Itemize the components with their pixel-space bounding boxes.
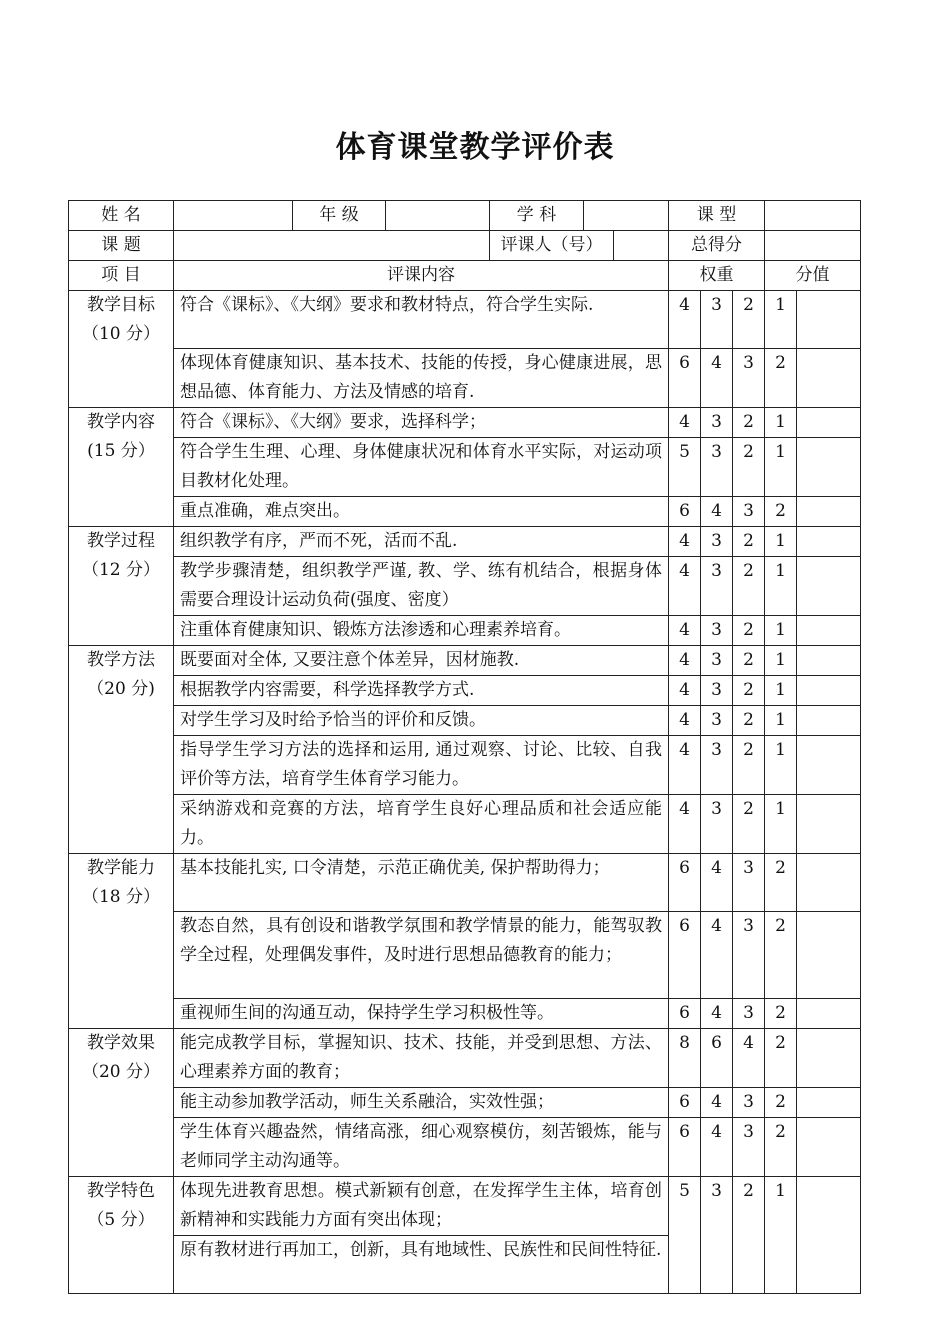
weight-value: 6 [669,1118,701,1177]
score-field[interactable] [797,1029,861,1088]
criterion-text: 根据教学内容需要，科学选择教学方式. [174,676,669,706]
score-field[interactable] [797,706,861,736]
category-points: （18 分） [81,887,161,907]
category-cell [69,291,174,408]
header-row-2 [69,231,861,261]
weight-value: 1 [765,795,797,854]
criterion-text: 符合《课标》、《大纲》要求和教材特点，符合学生实际. [174,291,669,349]
weight-value: 2 [765,1118,797,1177]
topic-label: 课 题 [69,231,174,261]
weight-value: 2 [733,291,765,349]
weight-value: 1 [765,676,797,706]
weight-value: 2 [733,408,765,438]
criterion-row [69,291,861,349]
category-points: （20 分) [87,679,155,699]
weight-value: 4 [669,527,701,557]
weight-value: 4 [669,736,701,795]
score-field[interactable] [797,646,861,676]
weight-column-header: 权重 [669,261,765,291]
weight-value: 1 [765,408,797,438]
item-column-header: 项 目 [69,261,174,291]
weight-value: 2 [765,912,797,999]
criterion-text: 采纳游戏和竞赛的方法，培育学生良好心理品质和社会适应能力。 [174,795,669,854]
name-label: 姓 名 [69,201,174,231]
subject-label: 学 科 [490,201,584,231]
category-name: 教学特色 [87,1181,155,1201]
evaluator-field[interactable] [614,231,669,261]
total-score-label: 总得分 [669,231,765,261]
criterion-text: 重视师生间的沟通互动，保持学生学习积极性等。 [174,999,669,1029]
weight-value: 6 [669,1088,701,1118]
weight-value: 6 [701,1029,733,1088]
criterion-text: 能主动参加教学活动，师生关系融洽，实效性强； [174,1088,669,1118]
lesson-type-label: 课 型 [669,201,765,231]
criterion-text: 教态自然，具有创设和谐教学氛围和教学情景的能力，能驾驭教学全过程，处理偶发事件，及时进行思想品德教育的能力； [174,912,669,999]
category-cell [69,408,174,527]
weight-value: 4 [701,1118,733,1177]
evaluator-label: 评课人（号） [490,231,614,261]
weight-value: 6 [669,999,701,1029]
weight-value: 4 [669,557,701,616]
weight-value: 3 [701,706,733,736]
weight-value: 3 [733,497,765,527]
criterion-row [69,408,861,438]
category-cell [69,646,174,854]
weight-value: 3 [701,676,733,706]
score-field[interactable] [797,291,861,349]
criterion-text: 体现先进教育思想。模式新颖有创意，在发挥学生主体，培育创新精神和实践能力方面有突出体现； [174,1177,669,1236]
category-name: 教学方法 [87,650,155,670]
weight-value: 6 [669,497,701,527]
weight-value: 5 [669,438,701,497]
grade-label: 年 级 [293,201,386,231]
criterion-row [69,527,861,557]
weight-value: 8 [669,1029,701,1088]
weight-value: 4 [669,676,701,706]
weight-value: 6 [669,854,701,912]
score-field[interactable] [797,557,861,616]
criterion-text: 基本技能扎实, 口令清楚，示范正确优美, 保护帮助得力； [174,854,669,912]
category-points: （5 分） [87,1210,155,1230]
weight-value: 1 [765,706,797,736]
weight-value: 3 [733,999,765,1029]
weight-value: 4 [701,1088,733,1118]
weight-value: 2 [765,1029,797,1088]
category-cell [69,1177,174,1294]
criterion-text: 对学生学习及时给予恰当的评价和反馈。 [174,706,669,736]
score-field[interactable] [797,497,861,527]
weight-value: 4 [669,616,701,646]
weight-value: 1 [765,527,797,557]
weight-value: 2 [733,527,765,557]
weight-value: 4 [701,349,733,408]
weight-value: 2 [733,616,765,646]
weight-value: 1 [765,1177,797,1294]
score-field[interactable] [797,676,861,706]
criterion-text: 组织教学有序，严而不死，活而不乱. [174,527,669,557]
criterion-row [69,616,861,646]
weight-value: 2 [765,349,797,408]
category-points: （20 分） [81,1062,161,1082]
criterion-text: 能完成教学目标，掌握知识、技术、技能，并受到思想、方法、心理素养方面的教育； [174,1029,669,1088]
weight-value: 2 [765,854,797,912]
criterion-row [69,1088,861,1118]
category-points: (15 分） [87,441,155,461]
weight-value: 2 [765,999,797,1029]
weight-value: 3 [733,912,765,999]
weight-value: 2 [733,557,765,616]
criterion-row [69,1029,861,1088]
score-field[interactable] [797,912,861,999]
score-field[interactable] [797,616,861,646]
weight-value: 4 [701,999,733,1029]
criterion-row [69,1177,861,1236]
criterion-text: 既要面对全体, 又要注意个体差异，因材施教. [174,646,669,676]
criterion-text: 重点准确，难点突出。 [174,497,669,527]
criterion-row [69,795,861,854]
weight-value: 1 [765,646,797,676]
subject-field[interactable] [584,201,669,231]
weight-value: 1 [765,438,797,497]
criterion-text: 符合学生生理、心理、身体健康状况和体育水平实际，对运动项目教材化处理。 [174,438,669,497]
weight-value: 5 [669,1177,701,1294]
criterion-row [69,912,861,999]
criterion-text: 原有教材进行再加工，创新，具有地域性、民族性和民间性特征. [174,1236,669,1294]
weight-value: 3 [733,1118,765,1177]
category-cell [69,527,174,646]
weight-value: 2 [733,1177,765,1294]
category-name: 教学内容 [87,412,155,432]
category-cell [69,1029,174,1177]
weight-value: 4 [669,646,701,676]
score-field[interactable] [797,854,861,912]
content-column-header: 评课内容 [174,261,669,291]
criterion-row [69,557,861,616]
page-title: 体育课堂教学评价表 [335,130,615,165]
weight-value: 3 [701,438,733,497]
criterion-row [69,676,861,706]
criterion-row [69,736,861,795]
weight-value: 4 [669,291,701,349]
weight-value: 3 [733,854,765,912]
weight-value: 1 [765,557,797,616]
weight-value: 3 [733,349,765,408]
category-points: （10 分） [81,324,161,344]
score-field[interactable] [797,1177,861,1294]
topic-field[interactable] [174,231,490,261]
weight-value: 2 [765,1088,797,1118]
category-points: （12 分） [81,560,161,580]
weight-value: 2 [733,676,765,706]
category-name: 教学目标 [87,295,155,315]
weight-value: 2 [733,646,765,676]
weight-value: 3 [701,646,733,676]
criterion-row [69,349,861,408]
weight-value: 3 [701,557,733,616]
weight-value: 2 [733,736,765,795]
weight-value: 1 [765,616,797,646]
criterion-row [69,706,861,736]
criterion-row [69,999,861,1029]
score-field[interactable] [797,1118,861,1177]
weight-value: 4 [733,1029,765,1088]
weight-value: 2 [733,706,765,736]
weight-value: 4 [701,912,733,999]
criterion-row [69,1118,861,1177]
category-name: 教学效果 [87,1033,155,1053]
weight-value: 3 [701,527,733,557]
category-name: 教学能力 [87,858,155,878]
weight-value: 3 [701,736,733,795]
weight-value: 3 [733,1088,765,1118]
weight-value: 3 [701,408,733,438]
weight-value: 1 [765,736,797,795]
criterion-text: 教学步骤清楚，组织教学严谨, 教、学、练有机结合，根据身体需要合理设计运动负荷(强度、密度） [174,557,669,616]
score-field[interactable] [797,438,861,497]
weight-value: 4 [669,706,701,736]
weight-value: 4 [701,854,733,912]
score-field[interactable] [797,999,861,1029]
score-field[interactable] [797,349,861,408]
weight-value: 3 [701,616,733,646]
score-field[interactable] [797,795,861,854]
weight-value: 2 [733,438,765,497]
category-cell [69,854,174,1029]
score-field[interactable] [797,1088,861,1118]
header-row-1 [69,201,861,231]
total-score-field[interactable] [765,231,861,261]
weight-value: 4 [669,408,701,438]
score-field[interactable] [797,736,861,795]
criterion-row [69,854,861,912]
weight-value: 2 [733,795,765,854]
criterion-text: 体现体育健康知识、基本技术、技能的传授，身心健康进展，思想品德、体育能力、方法及情感的培育. [174,349,669,408]
weight-value: 2 [765,497,797,527]
criterion-text: 指导学生学习方法的选择和运用, 通过观察、讨论、比较、自我评价等方法，培育学生体育学习能力。 [174,736,669,795]
weight-value: 6 [669,349,701,408]
criterion-row [69,438,861,497]
criterion-row [69,497,861,527]
score-field[interactable] [797,408,861,438]
criterion-text: 学生体育兴趣盎然，情绪高涨，细心观察模仿，刻苦锻炼，能与老师同学主动沟通等。 [174,1118,669,1177]
score-field[interactable] [797,527,861,557]
criterion-row [69,646,861,676]
weight-value: 3 [701,1177,733,1294]
evaluation-table [68,200,861,1294]
weight-value: 4 [701,497,733,527]
header-row-3 [69,261,861,291]
lesson-type-field[interactable] [765,201,861,231]
weight-value: 3 [701,795,733,854]
weight-value: 6 [669,912,701,999]
weight-value: 4 [669,795,701,854]
criterion-text: 符合《课标》、《大纲》要求，选择科学； [174,408,669,438]
weight-value: 1 [765,291,797,349]
criterion-text: 注重体育健康知识、锻炼方法渗透和心理素养培育。 [174,616,669,646]
score-column-header: 分值 [765,261,861,291]
weight-value: 3 [701,291,733,349]
category-name: 教学过程 [87,531,155,551]
name-field[interactable] [174,201,293,231]
grade-field[interactable] [386,201,490,231]
